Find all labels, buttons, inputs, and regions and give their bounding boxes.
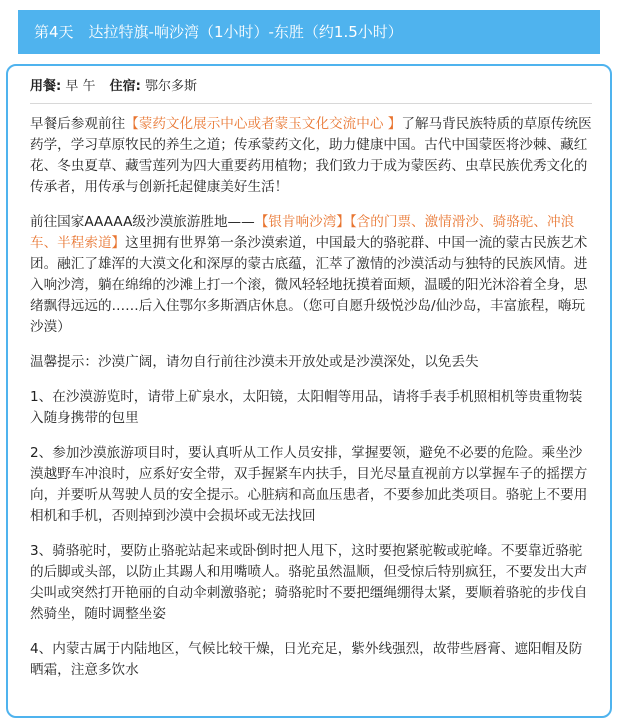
para2-highlight-1: 【银肯响沙湾】 [254, 214, 350, 230]
para1-text-post: 了解马背民族特质的草原传统医药学，学习草原牧民的养生之道；传承蒙药文化，助力健康中国。古代中国蒙医将沙棘、藏红花、冬虫夏草、藏雪莲列为四大重要药用植物；我们致力于成为蒙医药、虫草民族优秀文化的传承者，用传承与创新托起健康美好生活！ [30, 116, 592, 195]
meal-label: 用餐: [30, 79, 62, 94]
day-detail-card [6, 64, 612, 718]
tip-title: 温馨提示：沙漠广阔，请勿自行前往沙漠未开放处或是沙漠深处，以免丢失 [30, 354, 479, 370]
para1-highlight: 【蒙药文化展示中心或者蒙玉文化交流中心 】 [125, 116, 402, 132]
itinerary-paragraph-1 [30, 114, 594, 198]
para2-highlight-2: 【含的门票、激情滑沙、骑骆驼、冲浪车、半程索道】 [30, 214, 575, 251]
stay-label: 住宿: [109, 79, 141, 94]
para1-text-pre: 早餐后参观前往 [30, 116, 126, 132]
itinerary-paragraph-2 [30, 212, 594, 338]
para2-text-pre: 前往国家AAAAA级沙漠旅游胜地—— [30, 214, 255, 230]
day-title: 第4天 达拉特旗-响沙湾（1小时）-东胜（约1.5小时） [34, 23, 403, 41]
para2-text-post: 这里拥有世界第一条沙漠索道，中国最大的骆驼群、中国一流的蒙古民族艺术团。融汇了雄浑的大漠文化和深厚的蒙古底蕴，汇萃了激情的沙漠活动与独特的民族风情。进入响沙湾，躺在绵绵的沙滩上打一个滚，微风轻轻地抚摸着面颊，温暖的阳光沐浴着全身，思绪飘得远远的……后入住鄂尔多斯酒店休息。（您可自愿升级悦沙岛/仙沙岛，丰富旅程，嗨玩沙漠） [30, 235, 588, 335]
day-header [18, 10, 600, 54]
meal-stay-row [30, 72, 592, 104]
stay-value: 鄂尔多斯 [144, 79, 197, 94]
tip-item-2: 2、参加沙漠旅游项目时，要认真听从工作人员安排，掌握要领，避免不必要的危险。乘坐沙漠越野车冲浪时，应系好安全带，双手握紧车内扶手，目光尽量直视前方以掌握车子的摇摆方向，并要听从驾驶人员的安全提示。心脏病和高血压患者，不要参加此类项目。骆驼上不要用相机和手机，否则掉到沙漠中会损坏或无法找回 [30, 445, 588, 524]
tip-item-1: 1、在沙漠游览时，请带上矿泉水，太阳镜，太阳帽等用品，请将手表手机照相机等贵重物装入随身携带的包里 [30, 389, 583, 426]
tip-item-4: 4、内蒙古属于内陆地区，气候比较干燥，日光充足，紫外线强烈，故带些唇膏、遮阳帽及防晒霜，注意多饮水 [30, 641, 583, 678]
meal-value: 早 午 [65, 79, 96, 94]
tip-item-3: 3、骑骆驼时，要防止骆驼站起来或卧倒时把人甩下，这时要抱紧驼鞍或驼峰。不要靠近骆驼的后脚或头部，以防止其踢人和用嘴喷人。骆驼虽然温顺，但受惊后特别疯狂，不要发出大声尖叫或突然打开艳丽的自动伞刺激骆驼；骑骆驼时不要把缰绳绷得太紧，要顺着骆驼的步伐自然骑坐，随时调整坐姿 [30, 543, 588, 622]
